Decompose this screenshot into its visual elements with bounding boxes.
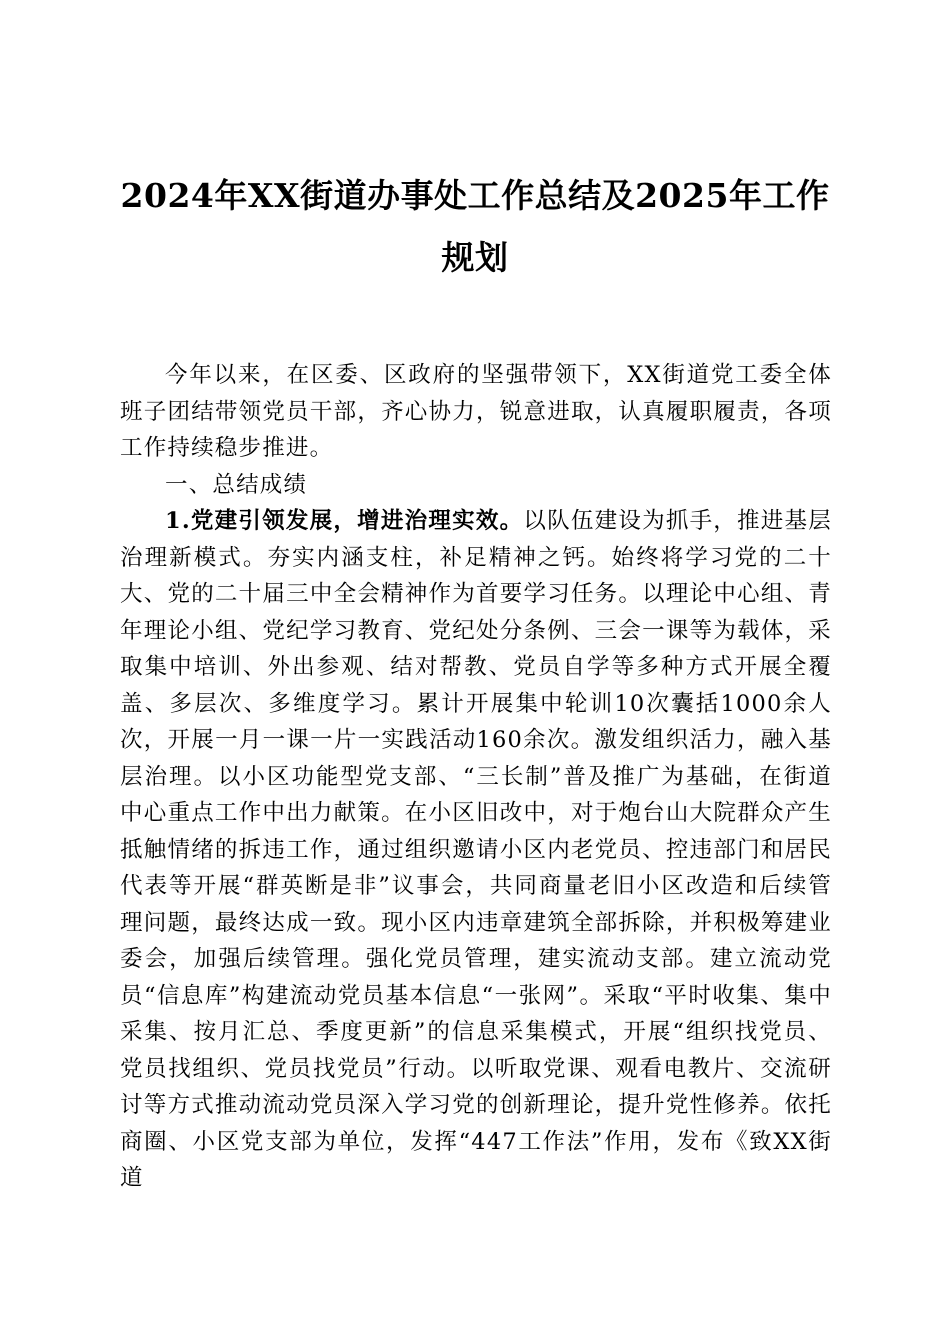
section-paragraph: [120, 503, 832, 1197]
paragraph-text: 以队伍建设为抓手，推进基层治理新模式。夯实内涵支柱，补足精神之钙。始终将学习党的二十大、党的二十届三中全会精神作为首要学习任务。以理论中心组、青年理论小组、党纪学习教育、党纪处分条例、三会一课等为载体，采取集中培训、外出参观、结对帮教、党员自学等多种方式开展全覆盖、多层次、多维度学习。累计开展集中轮训10次囊括1000余人次，开展一月一课一片一实践活动160余次。激发组织活力，融入基层治理。以小区功能型党支部、“三长制”普及推广为基础，在街道中心重点工作中出力献策。在小区旧改中，对于炮台山大院群众产生抵触情绪的拆违工作，通过组织邀请小区内老党员、控违部门和居民代表等开展“群英断是非”议事会，共同商量老旧小区改造和后续管理问题，最终达成一致。现小区内违章建筑全部拆除，并积极筹建业委会，加强后续管理。强化党员管理，建实流动支部。建立流动党员“信息库”构建流动党员基本信息“一张网”。采取“平时收集、集中采集、按月汇总、季度更新”的信息采集模式，开展“组织找党员、党员找组织、党员找党员”行动。以听取党课、观看电教片、交流研讨等方式推动流动党员深入学习党的创新理论，提升党性修养。依托商圈、小区党支部为单位，发挥“447工作法”作用，发布《致XX街道: [120, 508, 832, 1191]
paragraph-lead: 1.党建引领发展，增进治理实效。: [165, 508, 524, 534]
intro-paragraph: 今年以来，在区委、区政府的坚强带领下，XX街道党工委全体班子团结带领党员干部，齐心协力，锐意进取，认真履职履责，各项工作持续稳步推进。: [120, 362, 832, 461]
section-heading: 一、总结成绩: [165, 471, 308, 498]
document-title: 2024年XX街道办事处工作总结及2025年工作规划: [120, 176, 830, 277]
document-body: [120, 357, 832, 1197]
